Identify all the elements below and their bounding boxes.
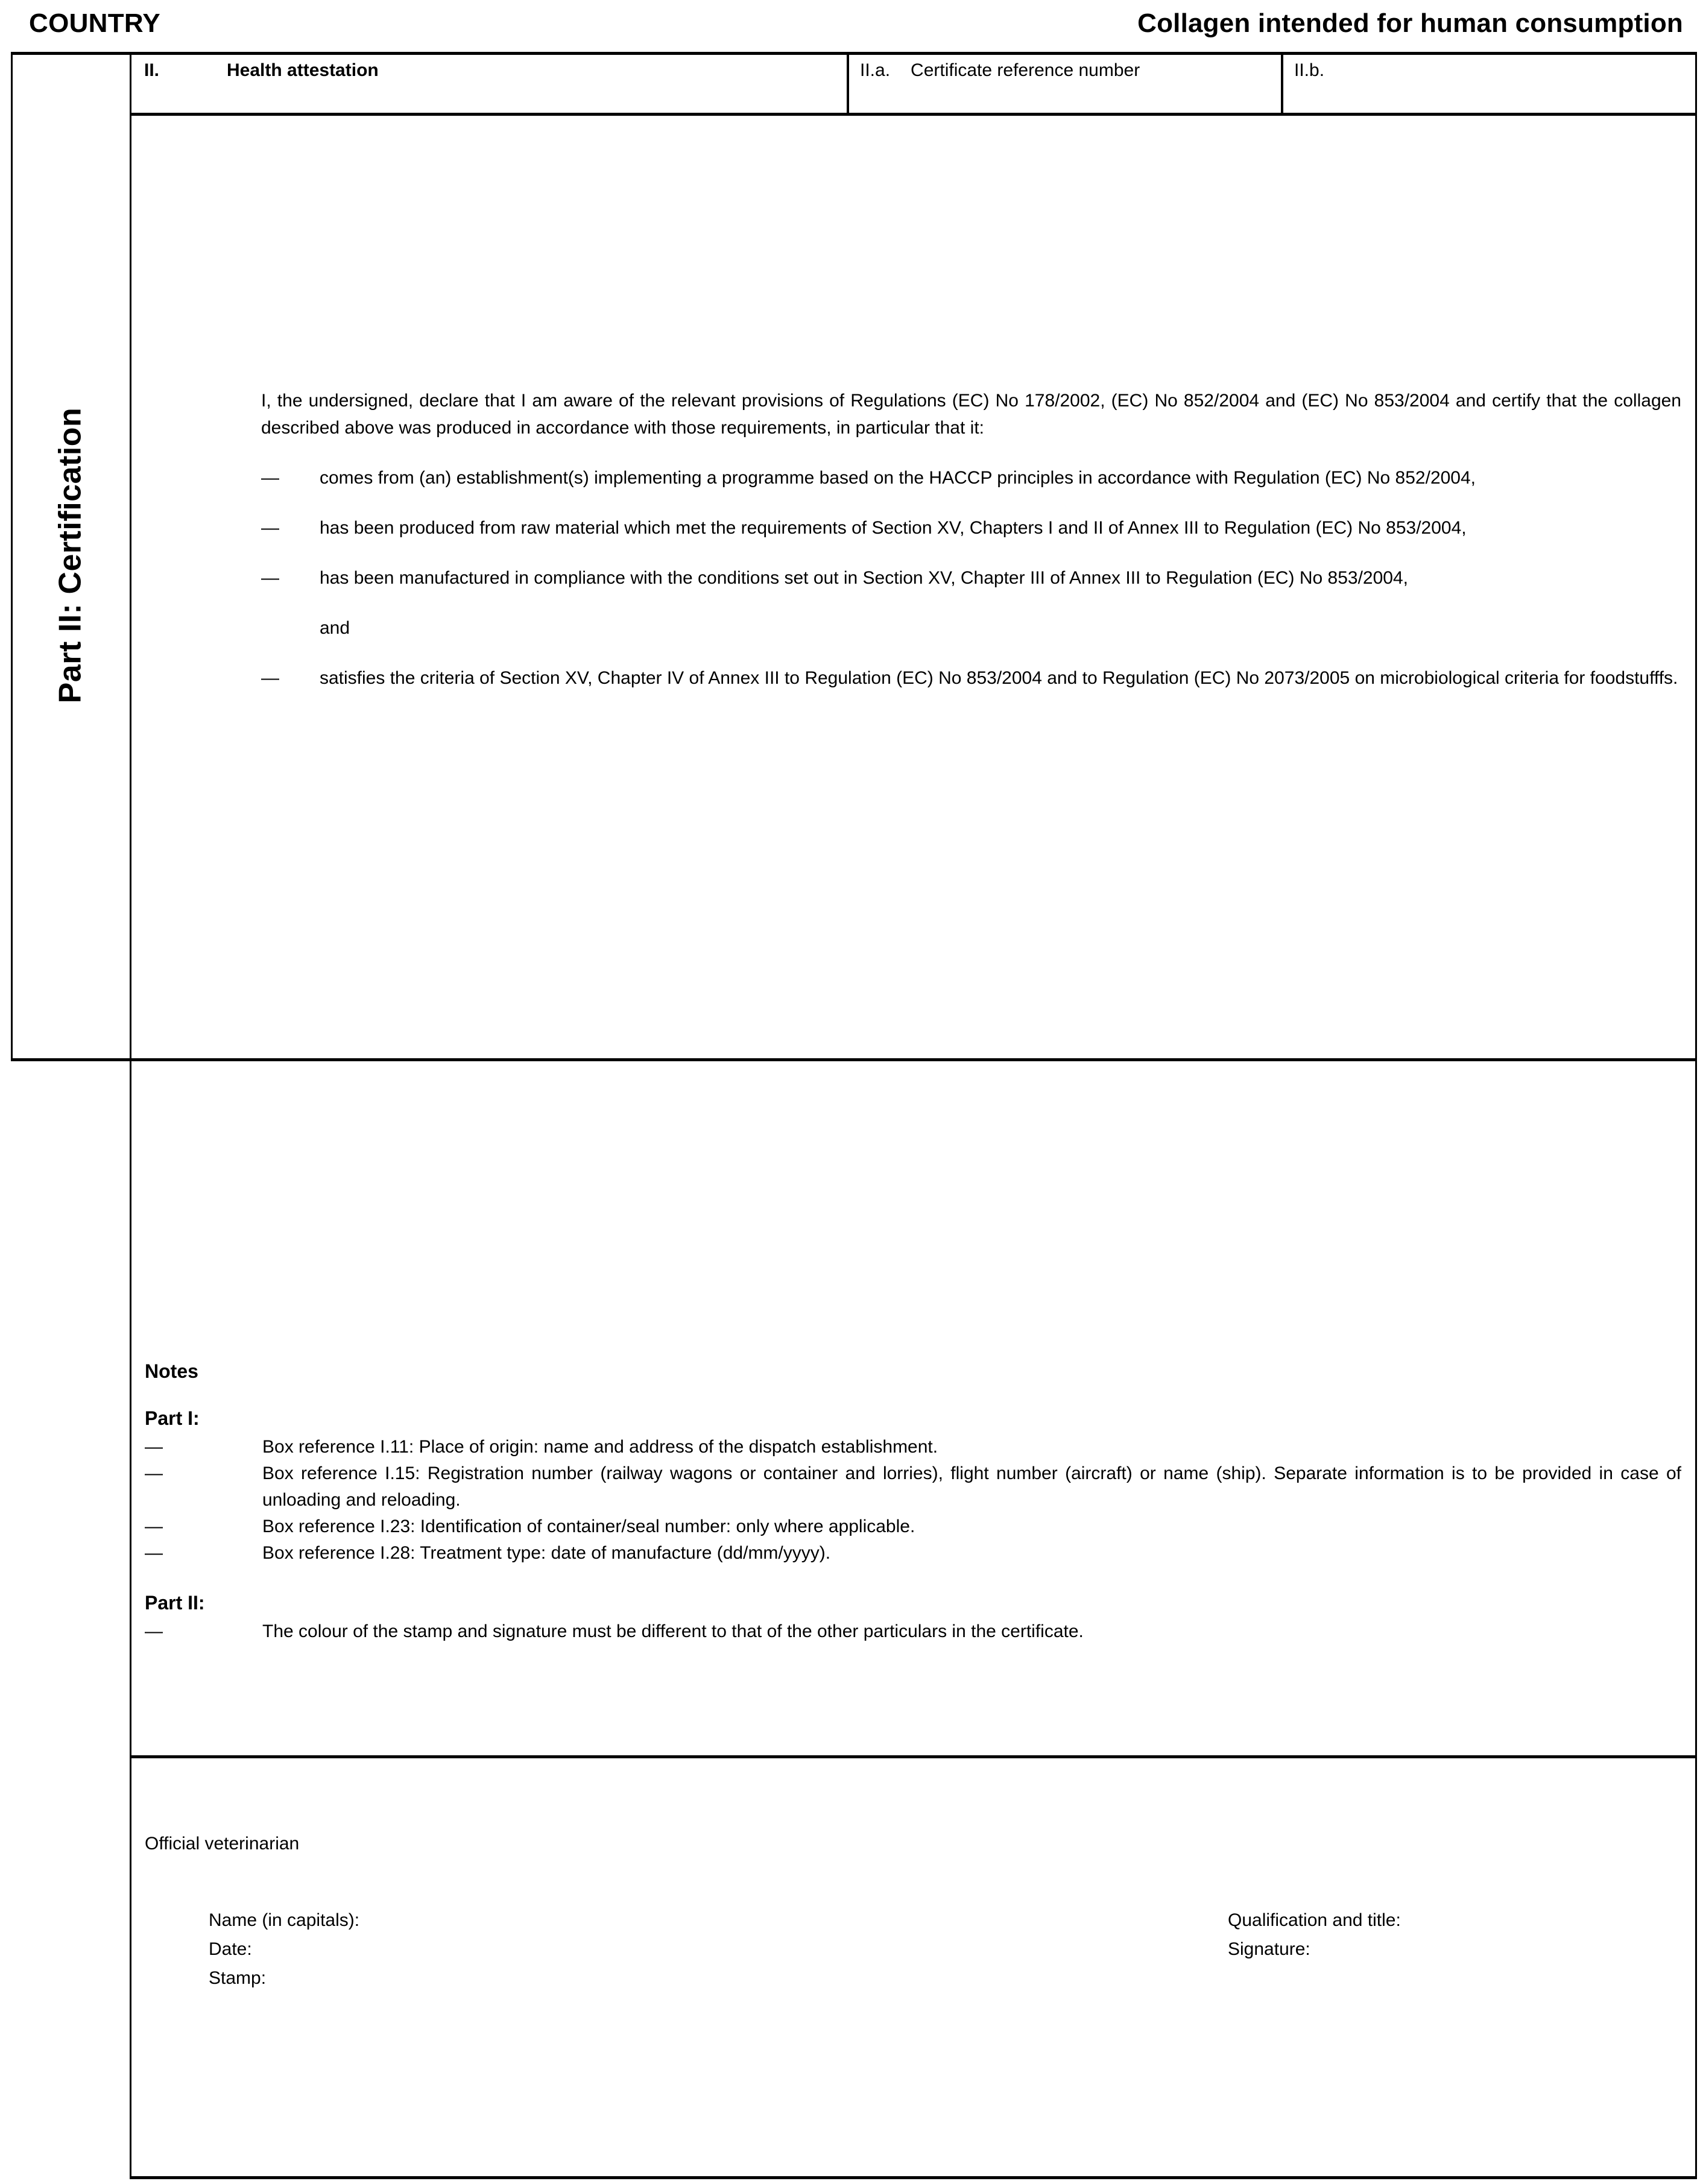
part2-sidebar <box>11 52 130 1058</box>
page-header <box>0 8 1700 45</box>
stamp-label: Stamp: <box>209 1968 267 1988</box>
note-text: Box reference I.28: Treatment type: date of manufacture (dd/mm/yyyy). <box>262 1543 831 1563</box>
official-veterinarian-divider-rule <box>130 1755 1697 1758</box>
cell-certificate-reference-number <box>847 52 1281 115</box>
note-item <box>145 1618 1681 1645</box>
certification-section-bottom-rule <box>130 1058 1697 1061</box>
notes-spacer <box>145 1567 1681 1589</box>
note-text: Box reference I.23: Identification of container/seal number: only where applicable. <box>262 1516 915 1536</box>
attestation-bullet <box>261 464 1681 491</box>
note-item <box>145 1434 1681 1460</box>
sidebar-right-rule <box>130 52 131 2179</box>
section-number: II. <box>144 60 160 80</box>
sidebar-bottom-rule <box>11 1058 131 1061</box>
note-text: Box reference I.15: Registration number (railway wagons or container and lorries), flight number (aircraft) or name (ship). Separate information is to be provided in case of unloading and reloading. <box>262 1463 1681 1510</box>
note-item <box>145 1540 1681 1567</box>
notes-part1-heading: Part I: <box>145 1407 200 1429</box>
section-title: Health attestation <box>227 60 379 80</box>
name-label: Name (in capitals): <box>209 1910 360 1930</box>
attestation-bullet <box>261 564 1681 592</box>
document-title: Collagen intended for human consumption <box>1137 8 1683 38</box>
bullet-dash: — <box>261 468 279 488</box>
certificate-frame <box>11 52 1697 2179</box>
attestation-bullet <box>261 664 1681 692</box>
sidebar-label: Part II: Certification <box>52 407 88 703</box>
date-label: Date: <box>209 1939 252 1959</box>
bullet-text: comes from (an) establishment(s) implementing a programme based on the HACCP principles in accordance with Regulation (EC) No 852/2004, <box>320 468 1476 488</box>
cert-ref-number-label: II.a. <box>860 60 891 80</box>
note-item <box>145 1513 1681 1540</box>
note-dash: — <box>145 1621 163 1641</box>
bullet-dash: — <box>261 518 279 538</box>
notes-heading: Notes <box>145 1360 198 1382</box>
qualification-label: Qualification and title: <box>1228 1910 1401 1930</box>
signature-label: Signature: <box>1228 1939 1310 1959</box>
notes-section <box>145 1358 1681 1645</box>
vet-row <box>209 1906 1535 1935</box>
vet-row <box>209 1964 1535 1993</box>
frame-bottom-rule <box>130 2176 1697 2179</box>
iib-label: II.b. <box>1294 60 1325 80</box>
cert-ref-number-title: Certificate reference number <box>911 60 1140 80</box>
note-text: Box reference I.11: Place of origin: name and address of the dispatch establishment. <box>262 1437 938 1457</box>
bullet-dash: — <box>261 668 279 688</box>
note-dash: — <box>145 1437 163 1457</box>
bullet-text: has been produced from raw material which met the requirements of Section XV, Chapters I and II of Annex III to Regulation (EC) No 853/2004, <box>320 518 1467 538</box>
note-dash: — <box>145 1516 163 1536</box>
note-dash: — <box>145 1463 163 1483</box>
attestation-intro: I, the undersigned, declare that I am aware of the relevant provisions of Regulations (EC) No 178/2002, (EC) No 852/2004 and (EC) No 853/2004 and certify that the collagen described above was produced in accordance with those requirements, in particular that it: <box>261 391 1681 438</box>
bullet-dash: — <box>261 568 279 588</box>
official-veterinarian-title: Official veterinarian <box>145 1834 300 1854</box>
attestation-body <box>261 387 1681 715</box>
bullet-text: satisfies the criteria of Section XV, Chapter IV of Annex III to Regulation (EC) No 853/2004 and to Regulation (EC) No 2073/2005 on microbiological criteria for foodstufffs. <box>320 668 1678 688</box>
attestation-bullet <box>261 514 1681 541</box>
cell-health-attestation <box>130 52 847 115</box>
official-veterinarian-fields <box>209 1906 1535 1993</box>
vet-row <box>209 1935 1535 1964</box>
notes-part2-heading: Part II: <box>145 1592 205 1614</box>
cell-iib <box>1281 52 1696 115</box>
frame-right-rule <box>1695 52 1697 2179</box>
note-dash: — <box>145 1543 163 1563</box>
attestation-header-row <box>130 52 1696 115</box>
country-label: COUNTRY <box>29 8 161 38</box>
attestation-conjunction: and <box>320 618 350 638</box>
note-text: The colour of the stamp and signature must be different to that of the other particulars in the certificate. <box>262 1621 1084 1641</box>
bullet-text: has been manufactured in compliance with the conditions set out in Section XV, Chapter III of Annex III to Regulation (EC) No 853/2004, <box>320 568 1408 588</box>
note-item <box>145 1460 1681 1513</box>
